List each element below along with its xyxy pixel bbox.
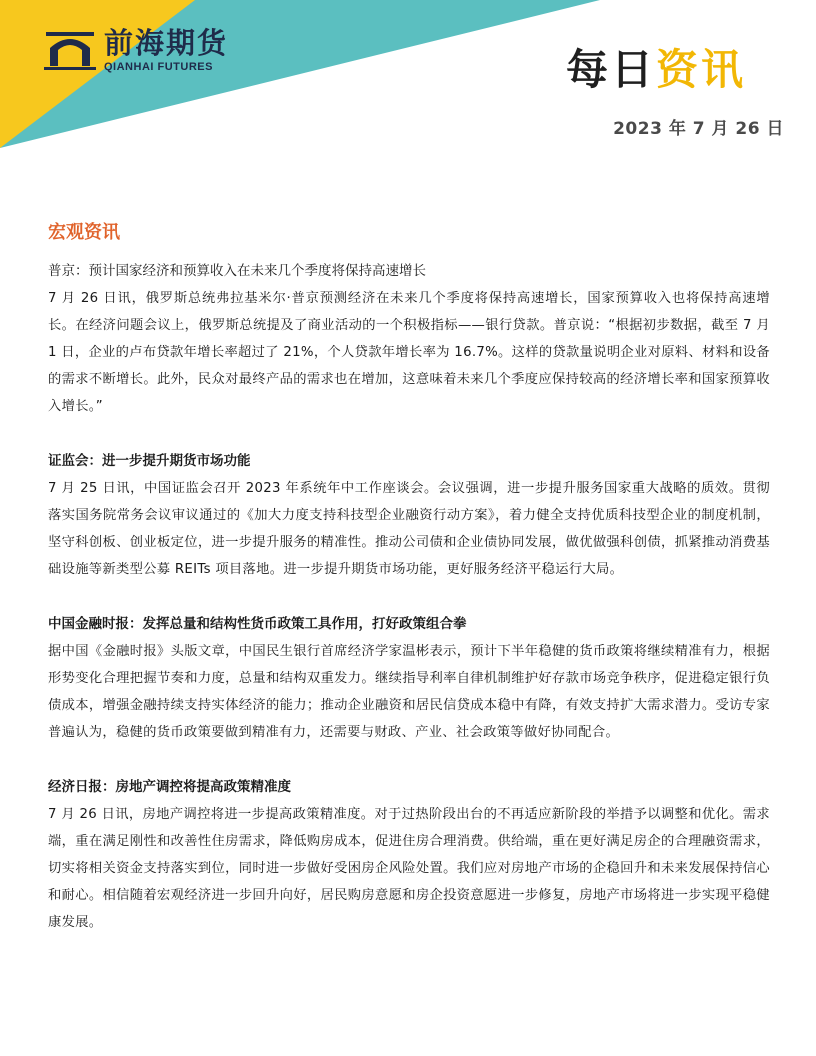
article-4 xyxy=(48,774,770,936)
report-date: 2023 年 7 月 26 日 xyxy=(613,119,784,139)
article-headline: 经济日报：房地产调控将提高政策精准度 xyxy=(48,779,291,795)
section-title: 宏观资讯 xyxy=(48,222,120,243)
article-2 xyxy=(48,448,770,583)
title-part-1: 每日 xyxy=(565,45,656,94)
article-headline: 证监会：进一步提升期货市场功能 xyxy=(48,453,251,469)
article-body: 7 月 26 日讯，俄罗斯总统弗拉基米尔·普京预测经济在未来几个季度将保持高速增长，国家预算收入也将保持高速增长。在经济问题会议上，俄罗斯总统提及了商业活动的一个积极指标——银行贷款。普京说：“根据初步数据，截至 7 月 1 日，企业的卢布贷款年增长率超过了 21%，个人贷款年增长率为 16.7%。这样的贷款量说明企业对原料、材料和设备的需求不断增长。此外，民众对最终产品的需求也在增加，这意味着未来几个季度应保持较高的经济增长率和国家预算收入增长。” xyxy=(48,291,770,414)
qianhai-logo-icon xyxy=(44,26,96,72)
article-body: 7 月 26 日讯，房地产调控将进一步提高政策精准度。对于过热阶段出台的不再适应新阶段的举措予以调整和优化。需求端，重在满足刚性和改善性住房需求，降低购房成本，促进住房合理消费。供给端，重在更好满足房企的合理融资需求，切实将相关资金支持落实到位，同时进一步做好受困房企风险处置。我们应对房地产市场的企稳回升和未来发展保持信心和耐心。相信随着宏观经济进一步回升向好，居民购房意愿和房企投资意愿进一步修复，房地产市场将进一步实现平稳健康发展。 xyxy=(48,807,770,930)
brand-name-en: QIANHAI FUTURES xyxy=(104,61,213,73)
article-headline: 中国金融时报：发挥总量和结构性货币政策工具作用，打好政策组合拳 xyxy=(48,616,467,632)
article-body: 据中国《金融时报》头版文章，中国民生银行首席经济学家温彬表示，预计下半年稳健的货币政策将继续精准有力，根据形势变化合理把握节奏和力度，总量和结构双重发力。继续指导利率自律机制维护好存款市场竞争秩序，促进稳定银行负债成本，增强金融持续支持实体经济的能力；推动企业融资和居民信贷成本稳中有降，有效支持扩大需求潜力。受访专家普遍认为，稳健的货币政策要做到精准有力，还需要与财政、产业、社会政策等做好协同配合。 xyxy=(48,644,770,740)
page-title xyxy=(566,44,746,96)
article-1 xyxy=(48,258,770,420)
title-part-2: 资讯 xyxy=(655,45,746,94)
brand-name-cn: 前海期货 xyxy=(104,26,229,60)
article-headline: 普京：预计国家经济和预算收入在未来几个季度将保持高速增长 xyxy=(48,263,426,279)
article-body: 7 月 25 日讯，中国证监会召开 2023 年系统年中工作座谈会。会议强调，进一步提升服务国家重大战略的质效。贯彻落实国务院常务会议审议通过的《加大力度支持科技型企业融资行动方案》，着力健全支持优质科技型企业的制度机制，坚守科创板、创业板定位，进一步提升服务的精准性。推动公司债和企业债协同发展，做优做强科创债，抓紧推动消费基础设施等新类型公募 REITs 项目落地。进一步提升期货市场功能，更好服务经济平稳运行大局。 xyxy=(48,481,770,577)
main-content xyxy=(48,220,770,964)
article-3 xyxy=(48,611,770,746)
